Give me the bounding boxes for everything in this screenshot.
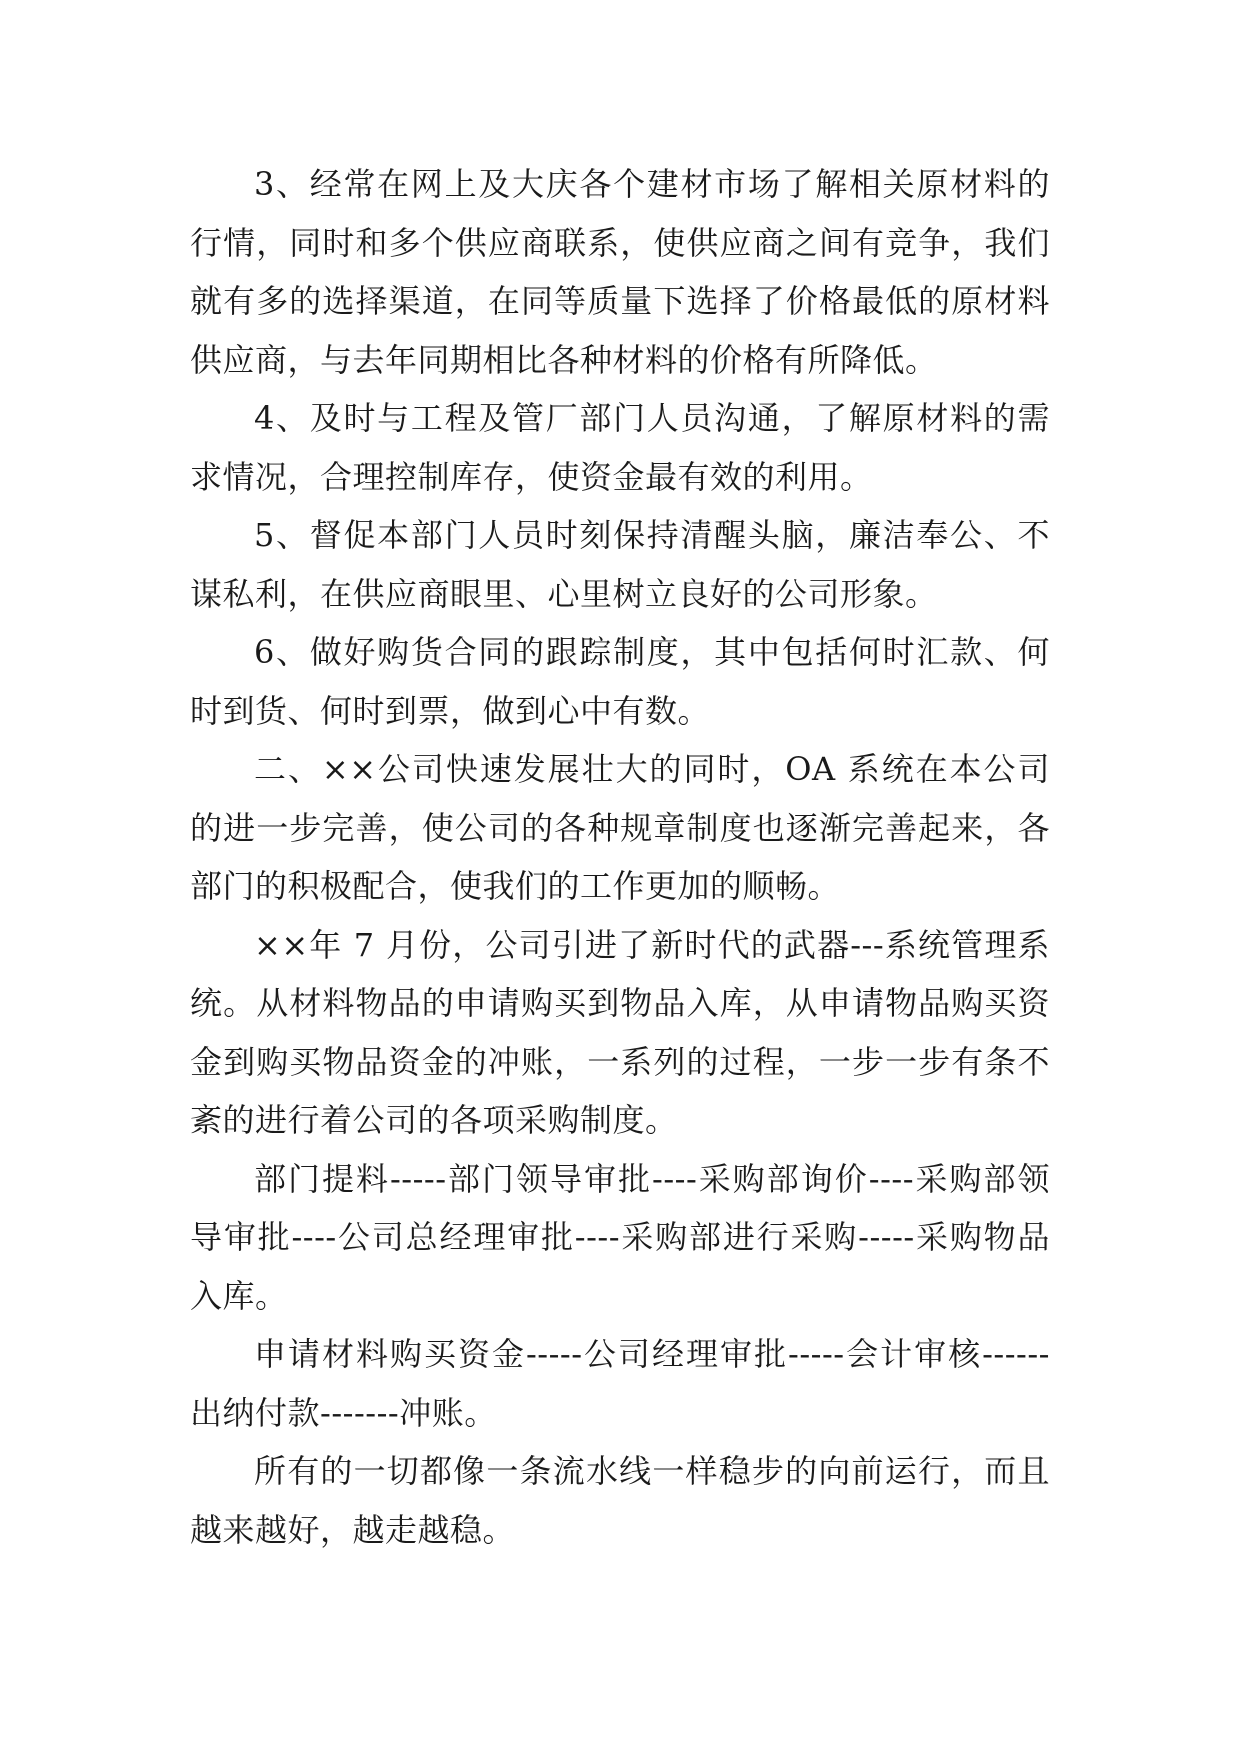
paragraph-inventory-control: 4、及时与工程及管厂部门人员沟通，了解原材料的需求情况，合理控制库存，使资金最有效的利用。 [190, 399, 1050, 496]
paragraph-contract-tracking: 6、做好购货合同的跟踪制度，其中包括何时汇款、何时到货、何时到票，做到心中有数。 [190, 633, 1050, 730]
paragraph-integrity: 5、督促本部门人员时刻保持清醒头脑，廉洁奉公、不谋私利，在供应商眼里、心里树立良好的公司形象。 [190, 516, 1050, 613]
document-body [190, 155, 1050, 1559]
paragraph-oa-system: 二、××公司快速发展壮大的同时，OA 系统在本公司的进一步完善，使公司的各种规章制度也逐渐完善起来，各部门的积极配合，使我们的工作更加的顺畅。 [190, 750, 1050, 905]
paragraph-system-introduction: ××年 7 月份，公司引进了新时代的武器---系统管理系统。从材料物品的申请购买到物品入库，从申请物品购买资金到购买物品资金的冲账，一系列的过程，一步一步有条不紊的进行着公司的各项采购制度。 [190, 925, 1050, 1139]
paragraph-procurement-flow: 部门提料-----部门领导审批----采购部询价----采购部领导审批----公司总经理审批----采购部进行采购-----采购物品入库。 [190, 1159, 1050, 1315]
paragraph-purchasing-market-research: 3、经常在网上及大庆各个建材市场了解相关原材料的行情，同时和多个供应商联系，使供应商之间有竞争，我们就有多的选择渠道，在同等质量下选择了价格最低的原材料供应商，与去年同期相比各种材料的价格有所降低。 [190, 165, 1050, 379]
paragraph-conclusion: 所有的一切都像一条流水线一样稳步的向前运行，而且越来越好，越走越稳。 [190, 1452, 1050, 1549]
paragraph-funding-flow: 申请材料购买资金-----公司经理审批-----会计审核------出纳付款-------冲账。 [190, 1335, 1050, 1432]
